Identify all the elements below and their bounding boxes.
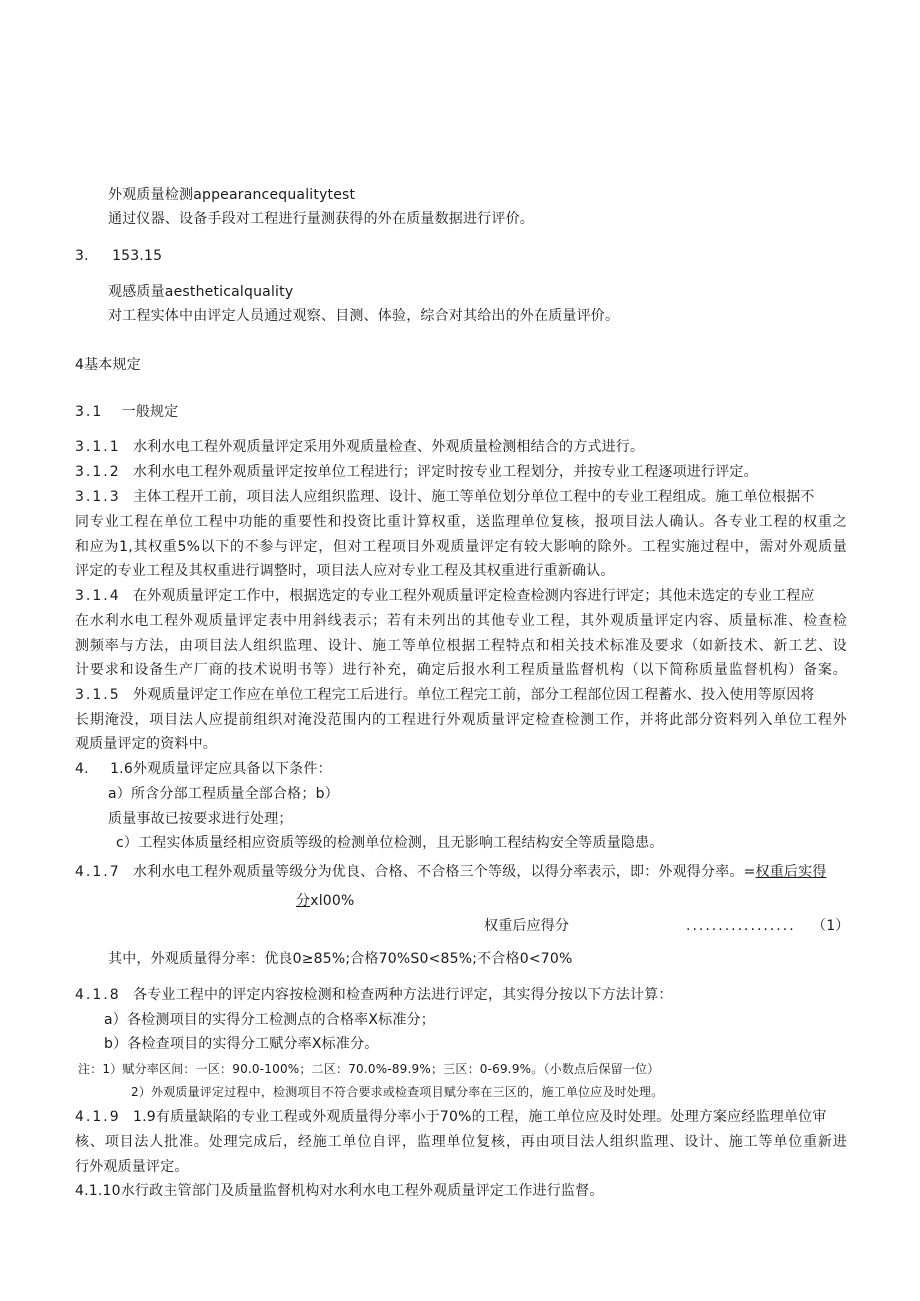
section-number-b: 153.15 <box>112 248 163 264</box>
clause-3-1-3-line-3: 和应为1,其权重5%以下的不参与评定，但对工程项目外观质量评定有较大影响的除外。工程实施过程中，需对外观质量 <box>75 539 847 555</box>
chapter-heading: 4基本规定 <box>75 357 141 373</box>
formula-denominator: 权重后应得分 <box>484 918 570 934</box>
equation-number: （1） <box>812 918 850 934</box>
section-heading <box>75 402 178 422</box>
clause-3-1-5-line-3: 观质量评定的资料中。 <box>75 736 217 752</box>
clause-text: 主体工程开工前，项目法人应组织监理、设计、施工等单位划分单位工程中的专业工程组成。施工单位根据不 <box>133 489 815 505</box>
clause-number: 4. <box>75 761 89 777</box>
clause-3-1-4-line-4: 计要求和设备生产厂商的技术说明书等）进行补充，确定后报水利工程质量监督机构（以下简称质量监督机构）备案。 <box>75 662 847 678</box>
clause-3-1-5-line-2: 长期淹没，项目法人应提前组织对淹没范围内的工程进行外观质量评定检查检测工作，并将此部分资料列入单位工程外 <box>75 712 847 728</box>
clause-number: 4.1.8 <box>75 987 121 1003</box>
clause-text: 1.6外观质量评定应具备以下条件： <box>110 761 332 777</box>
clause-3-1-3-line-1 <box>75 487 847 507</box>
section-number <box>75 246 162 266</box>
clause-text: 外观质量评定工作应在单位工程完工后进行。单位工程完工前，部分工程部位因工程蓄水、投入使用等原因将 <box>133 687 815 703</box>
term-1-definition: 通过仪器、设备手段对工程进行量测获得的外在质量数据进行评价。 <box>108 211 534 227</box>
clause-4-1-6-item-c: c）工程实体质量经相应资质等级的检测单位检测，且无影响工程结构安全等质量隐患。 <box>116 835 664 851</box>
clause-number: 3.1.1 <box>75 439 121 455</box>
clause-text: 水利水电工程外观质量等级分为优良、合格、不合格三个等级，以得分率表示，即：外观得分率。= <box>133 864 756 880</box>
clause-3-1-2 <box>75 462 758 482</box>
term-2-title: 观感质量aestheticalquality <box>108 284 294 300</box>
clause-3-1-3-line-2: 同专业工程在单位工程中功能的重要性和投资比重计算权重，送监理单位复核，报项目法人确认。各专业工程的权重之 <box>75 514 847 530</box>
formula-numerator-1: 权重后实得 <box>755 864 827 880</box>
clause-number: 3.1.3 <box>75 489 121 505</box>
formula-leader: ................. <box>686 918 796 934</box>
clause-3-1-3-line-4: 评定的专业工程及其权重进行调整时，项目法人应对专业工程及其权重进行重新确认。 <box>75 563 615 579</box>
clause-text: 在外观质量评定工作中，根据选定的专业工程外观质量评定检查检测内容进行评定；其他未选定的专业工程应 <box>133 588 815 604</box>
formula-numerator-2: 分 <box>296 893 311 909</box>
clause-number: 3.1.4 <box>75 588 121 604</box>
clause-number: 4.1.9 <box>75 1109 121 1125</box>
clause-3-1-4-line-2: 在水利水电工程外观质量评定表中用斜线表示；若有未列出的其他专业工程，其外观质量评定内容、质量标准、检查检 <box>75 613 847 629</box>
clause-4-1-8-item-a: a）各检测项目的实得分工检测点的合格率X标准分； <box>104 1012 435 1028</box>
clause-4-1-9-line-3: 行外观质量评定。 <box>75 1159 189 1175</box>
term-2-definition: 对工程实体中由评定人员通过观察、目测、体验，综合对其给出的外在质量评价。 <box>108 308 620 324</box>
note-2: 2）外观质量评定过程中，检测项目不符合要求或检查项目赋分率在三区的，施工单位应及时处理。 <box>131 1085 664 1099</box>
clause-3-1-1 <box>75 437 644 457</box>
clause-text: 水利水电工程外观质量评定采用外观质量检查、外观质量检测相结合的方式进行。 <box>133 439 645 455</box>
clause-text: 各专业工程中的评定内容按检测和检查两种方法进行评定，其实得分按以下方法计算： <box>133 987 673 1003</box>
clause-text: 1.9有质量缺陷的专业工程或外观质量得分率小于70%的工程，施工单位应及时处理。处理方案应经监理单位审 <box>133 1109 827 1125</box>
clause-4-1-7 <box>75 862 827 882</box>
clause-4-1-9-line-1 <box>75 1107 827 1127</box>
clause-4-1-6-item-a: a）所含分部工程质量全部合格；b） <box>108 786 339 802</box>
formula-line <box>296 891 355 911</box>
clause-3-1-4-line-3: 测频率与方法，由项目法人组织监理、设计、施工等单位根据工程特点和相关技术标准及要求（如新技术、新工艺、设 <box>75 638 847 654</box>
section-heading-title: 一般规定 <box>121 404 179 420</box>
term-1-title: 外观质量检测appearancequalitytest <box>108 187 356 203</box>
clause-3-1-5-line-1 <box>75 685 815 705</box>
section-heading-number: 3.1 <box>75 404 104 420</box>
clause-4-1-6-item-b: 质量事故已按要求进行处理； <box>108 811 293 827</box>
clause-4-1-6 <box>75 759 332 779</box>
clause-number: 3.1.2 <box>75 464 121 480</box>
clause-4-1-10: 4.1.10水行政主管部门及质量监督机构对水利水电工程外观质量评定工作进行监督。 <box>75 1183 604 1199</box>
clause-number: 3.1.5 <box>75 687 121 703</box>
note-1: 注：1）赋分率区间：一区：90.0-100%；二区：70.0%-89.9%；三区：0-69.9%。（小数点后保留一位） <box>78 1062 660 1076</box>
clause-4-1-8 <box>75 985 673 1005</box>
formula-tail: xl00% <box>310 893 355 909</box>
clause-3-1-4-line-1 <box>75 586 815 606</box>
clause-4-1-8-item-b: b）各检查项目的实得分工赋分率X标准分。 <box>104 1036 379 1052</box>
section-number-a: 3. <box>75 248 89 264</box>
clause-number: 4.1.7 <box>75 864 121 880</box>
clause-text: 水利水电工程外观质量评定按单位工程进行；评定时按专业工程划分，并按专业工程逐项进行评定。 <box>133 464 758 480</box>
clause-4-1-9-line-2: 核、项目法人批准。处理完成后，经施工单位自评，监理单位复核，再由项目法人组织监理、设计、施工等单位重新进 <box>75 1134 847 1150</box>
grade-thresholds: 其中，外观质量得分率：优良0≥85%;合格70%S0<85%;不合格0<70% <box>108 951 573 967</box>
